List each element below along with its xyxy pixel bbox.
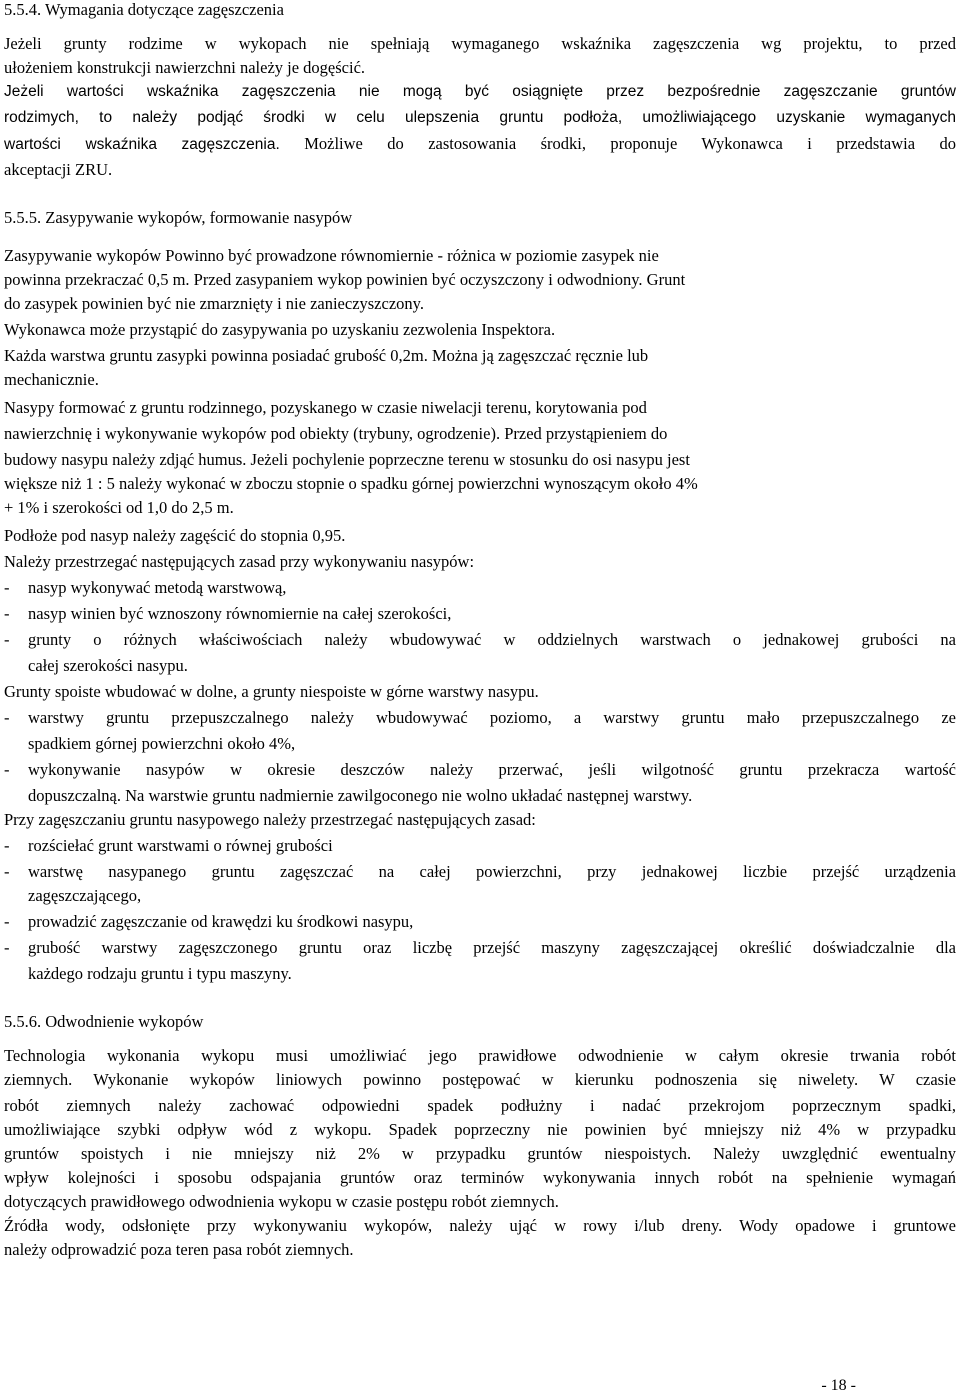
section-heading-555: 5.5.5. Zasypywanie wykopów, formowanie nasypów <box>4 208 353 227</box>
paragraph-line: Technologia wykonania wykopu musi umożliwiać jego prawidłowe odwodnienie w całym okresie trwania robót <box>4 1046 956 1065</box>
paragraph-line: wpływ kolejności i sposobu odspajania gruntów oraz terminów wykonywania innych robót na spełnienie wymagań <box>4 1168 956 1187</box>
paragraph-line: ułożeniem konstrukcji nawierzchni należy je dogęścić. <box>4 58 366 77</box>
list-item-continuation: spadkiem górnej powierzchni około 4%, <box>28 734 296 753</box>
paragraph-line: umożliwiające szybki odpływ wód z wykopu. Spadek poprzeczny nie powinien być mniejszy niż 4% w przypadku <box>4 1120 956 1139</box>
paragraph-line: Nasypy formować z gruntu rodzinnego, pozyskanego w czasie niwelacji terenu, korytowania pod <box>4 398 647 417</box>
paragraph-fragment: wartości wskaźnika zagęszczenia. <box>4 136 280 153</box>
paragraph-line: + 1% i szerokości od 1,0 do 2,5 m. <box>4 498 234 517</box>
paragraph-line: powinna przekraczać 0,5 m. Przed zasypaniem wykop powinien być oczyszczony i odwodniony. Grunt <box>4 270 686 289</box>
list-item-continuation: całej szerokości nasypu. <box>28 656 188 675</box>
paragraph-line: robót ziemnych należy zachować odpowiedni spadek podłużny i nadać przekrojom poprzecznym spadki, <box>4 1096 956 1115</box>
list-dash: - <box>4 578 10 597</box>
section-heading-554: 5.5.4. Wymagania dotyczące zagęszczenia <box>4 0 284 19</box>
list-item: wykonywanie nasypów w okresie deszczów należy przerwać, jeśli wilgotność gruntu przekracza wartość <box>28 760 956 779</box>
list-dash: - <box>4 912 10 931</box>
list-item-continuation: każdego rodzaju gruntu i typu maszyny. <box>28 964 292 983</box>
paragraph-line: Jeżeli grunty rodzime w wykopach nie spełniają wymaganego wskaźnika zagęszczenia wg projektu, to przed <box>4 34 956 53</box>
list-item: grubość warstwy zagęszczonego gruntu oraz liczbę przejść maszyny zagęszczającej określić doświadczalnie dla <box>28 938 956 957</box>
paragraph-line: akceptacji ZRU. <box>4 160 113 179</box>
list-dash: - <box>4 708 10 727</box>
paragraph-line: mechanicznie. <box>4 370 99 389</box>
paragraph-line: Każda warstwa gruntu zasypki powinna posiadać grubość 0,2m. Można ją zagęszczać ręcznie lub <box>4 346 649 365</box>
paragraph-line: do zasypek powinien być nie zmarznięty i nie zanieczyszczony. <box>4 294 424 313</box>
list-item: warstwę nasypanego gruntu zagęszczać na całej powierzchni, przy jednakowej liczbie przejść urządzenia <box>28 862 956 881</box>
list-item-continuation: dopuszczalną. Na warstwie gruntu nadmiernie zawilgoconego nie wolno układać następnej warstwy. <box>28 786 693 805</box>
paragraph-line: Grunty spoiste wbudować w dolne, a grunty niespoiste w górne warstwy nasypu. <box>4 682 539 701</box>
list-dash: - <box>4 938 10 957</box>
paragraph-line: większe niż 1 : 5 należy wykonać w zboczu stopnie o spadku górnej powierzchni wynoszącym około 4% <box>4 474 698 493</box>
list-dash: - <box>4 836 10 855</box>
list-item: prowadzić zagęszczanie od krawędzi ku środkowi nasypu, <box>28 912 414 931</box>
paragraph-line: nawierzchnię i wykonywanie wykopów pod obiekty (trybuny, ogrodzenie). Przed przystąpieniem do <box>4 424 668 443</box>
paragraph-fragment: Możliwe do zastosowania środki, proponuje Wykonawca i przedstawia do <box>279 134 957 153</box>
paragraph-line: Należy przestrzegać następujących zasad przy wykonywaniu nasypów: <box>4 552 475 571</box>
list-item: nasyp winien być wznoszony równomiernie na całej szerokości, <box>28 604 452 623</box>
paragraph-line: należy odprowadzić poza teren pasa robót ziemnych. <box>4 1240 354 1259</box>
paragraph-line: Zasypywanie wykopów Powinno być prowadzone równomiernie - różnica w poziomie zasypek nie <box>4 246 659 265</box>
paragraph-line: budowy nasypu należy zdjąć humus. Jeżeli pochylenie poprzeczne terenu w stosunku do osi nasypu jest <box>4 450 690 469</box>
paragraph-line: ziemnych. Wykonanie wykopów liniowych powinno postępować w kierunku podnoszenia się niwelety. W czasie <box>4 1070 956 1089</box>
paragraph-line: rodzimych, to należy podjąć środki w celu ulepszenia gruntu podłoża, umożliwiającego uzyskanie wymaganych <box>4 109 956 126</box>
paragraph-line: gruntów spoistych i nie mniejszy niż 2% w przypadku gruntów niespoistych. Należy uwzględnić ewentualny <box>4 1144 956 1163</box>
paragraph-line: Jeżeli wartości wskaźnika zagęszczenia nie mogą być osiągnięte przez bezpośrednie zagęszczanie gruntów <box>4 83 956 100</box>
paragraph-line: Źródła wody, odsłonięte przy wykonywaniu wykopów, należy ująć w rowy i/lub dreny. Wody opadowe i gruntowe <box>4 1216 956 1235</box>
paragraph-line: Podłoże pod nasyp należy zagęścić do stopnia 0,95. <box>4 526 346 545</box>
paragraph-line: dotyczących prawidłowego odwodnienia wykopu w czasie postępu robót ziemnych. <box>4 1192 559 1211</box>
section-heading-556: 5.5.6. Odwodnienie wykopów <box>4 1012 204 1031</box>
list-item: rozściełać grunt warstwami o równej grubości <box>28 836 333 855</box>
list-dash: - <box>4 630 10 649</box>
list-item: warstwy gruntu przepuszczalnego należy wbudowywać poziomo, a warstwy gruntu mało przepuszczalnego ze <box>28 708 956 727</box>
list-dash: - <box>4 604 10 623</box>
list-dash: - <box>4 862 10 881</box>
list-item-continuation: zagęszczającego, <box>28 886 142 905</box>
page-number: - 18 - <box>821 1377 856 1394</box>
paragraph-line <box>4 132 956 157</box>
list-item: grunty o różnych właściwościach należy wbudowywać w oddzielnych warstwach o jednakowej grubości na <box>28 630 956 649</box>
paragraph-line: Wykonawca może przystąpić do zasypywania po uzyskaniu zezwolenia Inspektora. <box>4 320 556 339</box>
list-item: nasyp wykonywać metodą warstwową, <box>28 578 287 597</box>
paragraph-line: Przy zagęszczaniu gruntu nasypowego należy przestrzegać następujących zasad: <box>4 810 536 829</box>
list-dash: - <box>4 760 10 779</box>
